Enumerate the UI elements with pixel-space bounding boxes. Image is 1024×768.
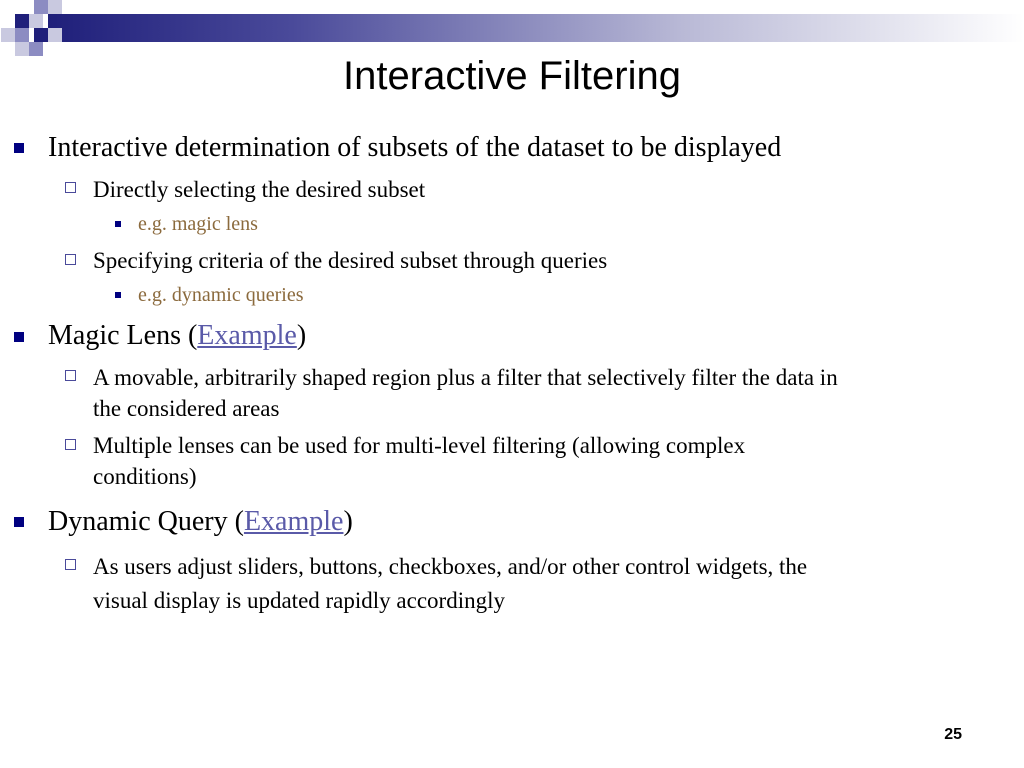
level1-item-text <box>48 320 306 352</box>
level2-bullet-icon <box>65 439 76 450</box>
page-number: 25 <box>944 726 962 743</box>
level3-bullet-icon <box>115 292 121 298</box>
decor-square <box>34 0 48 14</box>
level2-bullet-icon <box>65 370 76 381</box>
level3-item-text: e.g. dynamic queries <box>138 284 304 306</box>
decor-square <box>1 28 15 42</box>
header-gradient-band <box>48 14 1024 42</box>
level3-item-text: e.g. magic lens <box>138 213 258 235</box>
decor-square <box>34 28 48 42</box>
decor-square <box>48 28 62 42</box>
decor-square <box>48 0 62 14</box>
level2-item-text-line2: the considered areas <box>93 396 280 421</box>
example-link[interactable]: Example <box>243 506 344 537</box>
heading-text-before: Dynamic Query ( <box>48 506 244 537</box>
level2-item-text-line1: Multiple lenses can be used for multi-level filtering (allowing complex <box>93 433 746 458</box>
level2-item-text-line1: A movable, arbitrarily shaped region plus a filter that selectively filter the data in <box>93 365 838 390</box>
level2-item-text-line1: As users adjust sliders, buttons, checkboxes, and/or other control widgets, the <box>93 554 808 579</box>
level1-bullet-icon <box>14 143 24 153</box>
heading-text-after: ) <box>296 320 307 351</box>
example-link[interactable]: Example <box>197 320 297 351</box>
level2-item-text-line2: visual display is updated rapidly accordingly <box>93 588 505 613</box>
level2-bullet-icon <box>65 182 76 193</box>
level1-item-text: Interactive determination of subsets of the dataset to be displayed <box>48 132 782 163</box>
decor-square <box>15 28 29 42</box>
level2-item-text: Directly selecting the desired subset <box>93 177 426 202</box>
level1-bullet-icon <box>14 517 24 527</box>
slide-title: Interactive Filtering <box>343 54 681 98</box>
decor-square <box>15 14 29 28</box>
level2-bullet-icon <box>65 254 76 265</box>
level2-bullet-icon <box>65 559 76 570</box>
heading-text-before: Magic Lens ( <box>48 320 198 351</box>
decor-square <box>29 14 43 28</box>
level1-bullet-icon <box>14 332 24 342</box>
level2-item-text: Specifying criteria of the desired subset through queries <box>93 248 608 273</box>
heading-text-after: ) <box>343 506 353 537</box>
level2-item-text-line2: conditions) <box>93 464 197 489</box>
level1-item-text <box>48 506 353 538</box>
level3-bullet-icon <box>115 221 121 227</box>
